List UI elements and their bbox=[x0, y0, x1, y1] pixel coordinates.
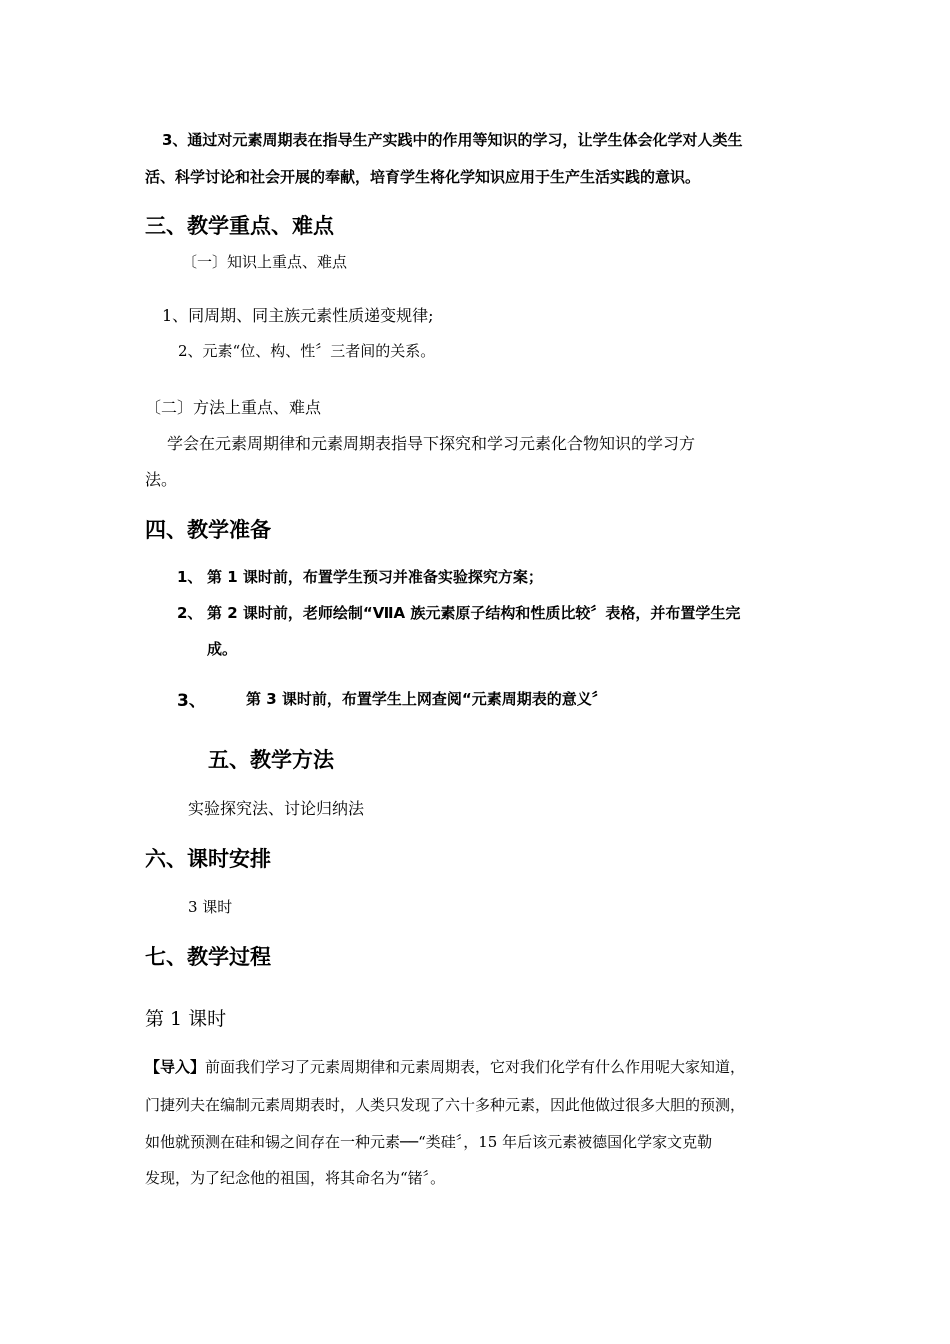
section3-para-line1: 学会在元素周期律和元素周期表指导下探究和学习元素化合物知识的学习方 bbox=[167, 434, 696, 453]
intro-line2: 门捷列夫在编制元素周期表时，人类只发现了六十多种元素，因此他做过很多大胆的预测， bbox=[145, 1096, 746, 1114]
section6-text: 3 课时 bbox=[188, 898, 233, 916]
intro-line4: 发现，为了纪念他的祖国，将其命名为“锗〞。 bbox=[145, 1169, 446, 1187]
section3-heading: 三、教学重点、难点 bbox=[145, 214, 334, 238]
section7-heading: 七、教学过程 bbox=[145, 945, 271, 969]
section6-heading: 六、课时安排 bbox=[145, 847, 271, 871]
goal3-line2: 活、科学讨论和社会开展的奉献，培育学生将化学知识应用于生产生活实践的意识。 bbox=[145, 168, 701, 186]
lesson-title: 第 1 课时 bbox=[145, 1008, 227, 1030]
section4-heading: 四、教学准备 bbox=[145, 518, 271, 542]
section4-item2-number: 2、 bbox=[177, 604, 203, 622]
intro-line1-text: 前面我们学习了元素周期律和元素周期表，它对我们化学有什么作用呢大家知道， bbox=[205, 1058, 746, 1076]
intro-line1 bbox=[145, 1056, 745, 1077]
section4-item1-number: 1、 bbox=[177, 568, 203, 586]
section4-item3-text: 第 3 课时前，布置学生上网查阅“元素周期表的意义〞 bbox=[246, 690, 607, 708]
section4-item2-line2: 成。 bbox=[207, 640, 238, 658]
section4-item3-number: 3、 bbox=[177, 691, 206, 711]
section4-item1-text: 第 1 课时前，布置学生预习并准备实验探究方案； bbox=[207, 568, 543, 586]
section3-sub1: 〔一〕知识上重点、难点 bbox=[182, 253, 348, 271]
section3-para-line2: 法。 bbox=[145, 470, 178, 489]
goal3-line1: 3、通过对元素周期表在指导生产实践中的作用等知识的学习，让学生体会化学对人类生 bbox=[162, 131, 743, 149]
section5-heading: 五、教学方法 bbox=[208, 748, 334, 772]
section3-item2: 2、元素“位、构、性〞三者间的关系。 bbox=[178, 342, 436, 360]
intro-label: 【导入】 bbox=[145, 1058, 206, 1076]
intro-line3: 如他就预测在硅和锡之间存在一种元素──“类硅〞，15 年后该元素被德国化学家文克勒 bbox=[145, 1133, 713, 1151]
section3-sub2: 〔二〕方法上重点、难点 bbox=[145, 398, 322, 417]
section5-text: 实验探究法、讨论归纳法 bbox=[188, 799, 365, 818]
section3-item1: 1、同周期、同主族元素性质递变规律; bbox=[162, 306, 434, 325]
section4-item2-line1: 第 2 课时前，老师绘制“ⅦA 族元素原子结构和性质比较〞表格，并布置学生完 bbox=[207, 604, 741, 622]
